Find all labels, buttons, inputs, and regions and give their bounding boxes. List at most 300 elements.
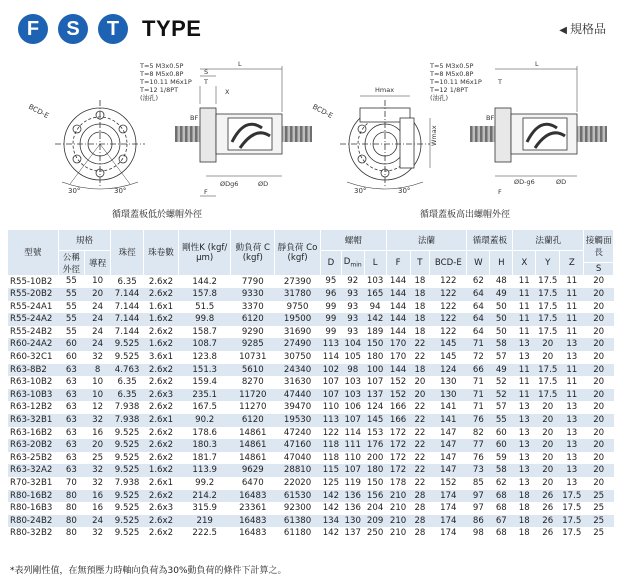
table-cell: 50 xyxy=(490,313,513,326)
table-cell: 122 xyxy=(440,276,457,287)
table-cell: 107 xyxy=(341,464,364,477)
model-cell: R63-20B2 xyxy=(8,439,58,452)
table-cell: 70 xyxy=(65,478,77,488)
table-cell: 64 xyxy=(467,313,490,326)
table-cell: 63 xyxy=(65,427,77,438)
badge-s: S xyxy=(58,14,88,44)
table-cell: 6470 xyxy=(241,478,264,488)
table-cell: 24 xyxy=(84,338,110,351)
table-cell: 80 xyxy=(58,490,84,503)
right-angle2: 30° xyxy=(398,187,411,195)
col-hole: 法蘭孔 xyxy=(513,230,584,251)
table-cell: 60 xyxy=(65,352,77,363)
table-cell: 63 xyxy=(58,439,84,452)
table-cell: 20 xyxy=(410,389,430,402)
svg-text:T=8 M5x0.8P: T=8 M5x0.8P xyxy=(140,70,184,78)
table-cell: 18 xyxy=(513,515,536,528)
table-cell: 144 xyxy=(386,364,410,377)
spec-products-link[interactable] xyxy=(559,20,606,37)
table-cell: 2.6x1 xyxy=(144,414,179,427)
table-row xyxy=(8,427,614,440)
col-seal: 接觸面長 xyxy=(584,230,614,263)
model-cell: R60-24A2 xyxy=(8,338,58,351)
table-cell: 24 xyxy=(84,313,110,326)
svg-text:T: T xyxy=(498,78,502,86)
table-cell: 210 xyxy=(389,503,407,514)
model-cell: R80-32B2 xyxy=(10,528,53,539)
table-cell: 9750 xyxy=(286,301,309,312)
table-cell: 3370 xyxy=(241,301,264,312)
table-cell: 55 xyxy=(65,301,77,312)
table-cell: 20 xyxy=(584,414,614,427)
table-cell: 2.6x2 xyxy=(144,490,179,503)
table-cell: 20 xyxy=(414,377,426,388)
table-cell: 4.763 xyxy=(111,364,144,377)
col-bcd: BCD-E xyxy=(430,251,467,276)
table-cell: 22 xyxy=(410,439,430,452)
table-cell: 178.6 xyxy=(192,427,217,438)
table-cell: 71 xyxy=(472,402,484,413)
table-cell: 64 xyxy=(472,301,484,312)
table-cell: 59 xyxy=(495,452,507,463)
table-cell: 7.938 xyxy=(114,402,140,413)
table-row xyxy=(8,401,614,414)
table-cell: 77 xyxy=(467,439,490,452)
table-cell: 63 xyxy=(58,414,84,427)
table-cell: 144.2 xyxy=(192,276,217,287)
table-cell: 80 xyxy=(65,503,77,514)
table-cell: 159.4 xyxy=(192,377,217,388)
table-cell: 165 xyxy=(364,288,386,301)
table-cell: 11 xyxy=(560,313,584,326)
table-cell: 152 xyxy=(440,478,457,488)
table-cell: 19500 xyxy=(275,313,321,326)
model-cell: R55-24B2 xyxy=(10,326,53,337)
table-cell: 158.7 xyxy=(192,326,217,337)
table-cell: 99 xyxy=(325,326,337,337)
table-cell: 17.5 xyxy=(536,313,560,326)
table-cell: 18 xyxy=(513,490,536,503)
table-cell: 2.6x2 xyxy=(148,402,174,413)
table-cell: 28 xyxy=(414,528,426,539)
table-cell: 92300 xyxy=(283,503,312,514)
table-cell: 22 xyxy=(410,414,430,427)
table-cell: 20 xyxy=(84,288,110,301)
table-cell: 124 xyxy=(366,402,384,413)
table-cell: 110 xyxy=(344,452,361,463)
table-cell: 134 xyxy=(321,515,342,528)
table-cell: 14861 xyxy=(239,427,267,438)
table-cell: 28810 xyxy=(275,464,321,477)
table-cell: 107 xyxy=(341,414,364,427)
table-cell: 176 xyxy=(364,439,386,452)
table-cell: 20 xyxy=(593,452,605,463)
table-cell: 9.525 xyxy=(114,452,140,463)
table-cell: 11 xyxy=(560,288,584,301)
table-cell: 17.5 xyxy=(536,389,560,402)
table-cell: 137 xyxy=(344,528,361,539)
right-hmax-label: Hmax xyxy=(375,86,395,94)
table-cell: 170 xyxy=(386,338,410,351)
table-cell: 172 xyxy=(389,427,407,438)
table-cell: 76 xyxy=(467,414,490,427)
table-cell: 11 xyxy=(513,364,536,377)
table-cell: 11 xyxy=(513,288,536,301)
table-cell: 20 xyxy=(542,452,554,463)
table-cell: 55 xyxy=(58,288,84,301)
table-cell: 63 xyxy=(65,377,77,388)
table-cell: 12 xyxy=(92,402,104,413)
table-cell: 22020 xyxy=(283,478,312,488)
table-cell: 64 xyxy=(467,288,490,301)
table-cell: 13 xyxy=(513,414,536,427)
table-cell: 144 xyxy=(389,276,407,287)
table-cell: 122 xyxy=(440,326,457,337)
table-cell: 60 xyxy=(490,439,513,452)
table-cell: 31690 xyxy=(283,326,312,337)
table-cell: 20 xyxy=(584,389,614,402)
table-cell: 9.525 xyxy=(111,515,144,528)
table-cell: 7.144 xyxy=(111,288,144,301)
col-y: Y xyxy=(536,251,560,276)
table-cell: 93 xyxy=(341,313,364,326)
table-row xyxy=(8,364,614,377)
table-cell: 98 xyxy=(472,528,484,539)
table-cell: 144 xyxy=(389,326,407,337)
triangle-left-icon: ◀ xyxy=(559,25,567,36)
svg-text:ØDg6: ØDg6 xyxy=(220,180,239,188)
table-cell: 2.6x2 xyxy=(148,377,174,388)
svg-text:L: L xyxy=(238,60,242,68)
table-cell: 68 xyxy=(490,490,513,503)
table-row xyxy=(8,275,614,288)
table-cell: 16 xyxy=(92,427,104,438)
left-front-view xyxy=(55,100,145,189)
table-cell: 106 xyxy=(344,402,361,413)
table-row xyxy=(8,502,614,515)
table-cell: 122 xyxy=(440,301,457,312)
col-flange: 法蘭 xyxy=(386,230,467,251)
table-cell: 13 xyxy=(513,439,536,452)
badge-f: F xyxy=(18,14,48,44)
table-row xyxy=(8,414,614,427)
table-cell: 142 xyxy=(322,528,340,539)
table-cell: 82 xyxy=(472,427,484,438)
badge-t: T xyxy=(98,14,128,44)
table-cell: 20 xyxy=(542,352,554,363)
table-cell: 2.6x2 xyxy=(144,364,179,377)
table-cell: 52 xyxy=(495,377,507,388)
table-cell: 20 xyxy=(584,338,614,351)
table-cell: 20 xyxy=(542,478,554,488)
table-cell: 20 xyxy=(593,326,605,337)
table-cell: 19530 xyxy=(275,414,321,427)
table-cell: 92 xyxy=(347,276,359,287)
col-x: X xyxy=(513,251,536,276)
left-pcd-label: BCD-E xyxy=(27,102,51,121)
table-cell: 144 xyxy=(389,301,407,312)
model-cell: R80-16B3 xyxy=(10,503,53,514)
table-cell: 17.5 xyxy=(538,377,558,388)
table-cell: 166 xyxy=(386,414,410,427)
table-cell: 9285 xyxy=(231,338,275,351)
footnote: *表列剛性值，在無預壓力時軸向負荷為30%動負荷的條件下計算之。 xyxy=(10,566,287,576)
table-cell: 1.6x2 xyxy=(144,464,179,477)
table-cell: 103 xyxy=(344,377,361,388)
table-cell: 18 xyxy=(414,276,426,287)
table-cell: 137 xyxy=(364,389,386,402)
table-cell: 55 xyxy=(490,414,513,427)
model-cell: R63-25B2 xyxy=(10,452,53,463)
table-cell: 2.6x3 xyxy=(144,389,179,402)
table-cell: 93 xyxy=(347,326,359,337)
table-cell: 145 xyxy=(440,352,457,363)
table-cell: 130 xyxy=(440,377,457,388)
table-cell: 47040 xyxy=(283,452,312,463)
svg-text:T=12 1/8PT: T=12 1/8PT xyxy=(140,86,179,94)
table-cell: 55 xyxy=(65,276,77,287)
table-cell: 11 xyxy=(566,377,578,388)
table-cell: 25 xyxy=(92,452,104,463)
table-cell: 125 xyxy=(322,478,340,488)
table-cell: 17.5 xyxy=(562,503,582,514)
table-row xyxy=(8,490,614,503)
table-cell: 11 xyxy=(518,276,530,287)
table-cell: 17.5 xyxy=(538,276,558,287)
table-cell: 51.5 xyxy=(195,301,215,312)
table-cell: 49 xyxy=(490,288,513,301)
table-cell: 2.6x2 xyxy=(148,452,174,463)
model-cell: R55-24A2 xyxy=(8,313,58,326)
table-cell: 108.7 xyxy=(178,338,230,351)
table-cell: 20 xyxy=(542,427,554,438)
table-cell: 26 xyxy=(542,503,554,514)
table-row xyxy=(8,452,614,465)
model-cell: R80-16B2 xyxy=(8,490,58,503)
col-dynamic-load: 動負荷 C (kgf) xyxy=(231,230,275,275)
table-cell: 150 xyxy=(366,478,384,488)
table-cell: 8270 xyxy=(241,377,264,388)
table-cell: 7.938 xyxy=(111,414,144,427)
table-cell: 7.938 xyxy=(114,478,140,488)
table-cell: 50 xyxy=(495,301,507,312)
table-cell: 13 xyxy=(560,338,584,351)
table-cell: 13 xyxy=(566,427,578,438)
table-cell: 99.2 xyxy=(195,478,215,488)
table-cell: 122 xyxy=(430,313,467,326)
table-cell: 130 xyxy=(430,389,467,402)
table-cell: 6120 xyxy=(231,313,275,326)
table-cell: 32 xyxy=(92,352,104,363)
left-spec-notes xyxy=(139,62,192,102)
table-cell: 22 xyxy=(414,478,426,488)
table-cell: 214.2 xyxy=(178,490,230,503)
table-cell: 47160 xyxy=(275,439,321,452)
table-cell: 94 xyxy=(369,301,381,312)
table-cell: 20 xyxy=(536,439,560,452)
table-cell: 119 xyxy=(344,478,361,488)
table-cell: 72 xyxy=(472,352,484,363)
model-cell: R63-10B3 xyxy=(8,389,58,402)
model-cell: R55-20B2 xyxy=(8,288,58,301)
col-od: 公稱外徑 xyxy=(58,251,84,276)
table-cell: 18 xyxy=(410,364,430,377)
table-cell: 95 xyxy=(325,276,337,287)
table-cell: 172 xyxy=(386,464,410,477)
table-row xyxy=(8,326,614,339)
table-cell: 20 xyxy=(593,276,605,287)
table-row xyxy=(8,527,614,540)
table-cell: 2.6x1 xyxy=(148,478,174,488)
table-cell: 80 xyxy=(58,515,84,528)
table-cell: 25 xyxy=(584,515,614,528)
table-cell: 73 xyxy=(467,464,490,477)
svg-text:(油孔): (油孔) xyxy=(140,94,159,102)
table-cell: 13 xyxy=(518,427,530,438)
col-spec: 規格 xyxy=(58,230,110,251)
table-cell: 9.525 xyxy=(111,338,144,351)
col-ball: 珠徑 xyxy=(111,230,144,275)
table-cell: 9.525 xyxy=(114,503,140,514)
svg-text:F: F xyxy=(498,188,502,196)
table-cell: 2.6x2 xyxy=(148,427,174,438)
table-body xyxy=(8,275,614,540)
table-cell: 13 xyxy=(513,464,536,477)
table-cell: 98 xyxy=(341,364,364,377)
table-cell: 18 xyxy=(518,528,530,539)
table-cell: 157.8 xyxy=(178,288,230,301)
table-cell: 13 xyxy=(518,478,530,488)
table-cell: 25 xyxy=(593,528,605,539)
table-cell: 60 xyxy=(58,338,84,351)
col-static-load: 靜負荷 Co (kgf) xyxy=(275,230,321,275)
table-cell: 22 xyxy=(410,464,430,477)
table-cell: 141 xyxy=(430,414,467,427)
table-cell: 93 xyxy=(347,301,359,312)
table-cell: 11 xyxy=(566,301,578,312)
table-cell: 219 xyxy=(178,515,230,528)
model-cell: R63-16B2 xyxy=(10,427,53,438)
svg-text:T=12 1/8PT: T=12 1/8PT xyxy=(430,86,469,94)
model-cell: R63-8B2 xyxy=(8,364,58,377)
table-cell: 27390 xyxy=(283,276,312,287)
table-cell: 7.144 xyxy=(114,326,140,337)
model-cell: R63-32B1 xyxy=(8,414,58,427)
table-cell: 122 xyxy=(322,427,340,438)
table-cell: 63 xyxy=(58,364,84,377)
table-cell: 6.35 xyxy=(117,276,137,287)
table-cell: 99 xyxy=(321,313,342,326)
table-cell: 63 xyxy=(65,402,77,413)
table-cell: 142 xyxy=(364,313,386,326)
table-cell: 47240 xyxy=(283,427,312,438)
right-front-view xyxy=(340,96,430,189)
table-cell: 99.8 xyxy=(178,313,230,326)
table-cell: 170 xyxy=(389,352,407,363)
table-cell: 235.1 xyxy=(178,389,230,402)
table-cell: 110 xyxy=(322,402,340,413)
model-cell: R63-10B2 xyxy=(10,377,53,388)
svg-text:T=5 M3x0.5P: T=5 M3x0.5P xyxy=(140,62,184,70)
table-cell: 20 xyxy=(584,364,614,377)
table-cell: 114 xyxy=(322,352,340,363)
spec-products-label: 規格品 xyxy=(569,22,606,36)
table-cell: 20 xyxy=(584,313,614,326)
table-cell: 24 xyxy=(92,326,104,337)
table-cell: 204 xyxy=(366,503,384,514)
table-cell: 152 xyxy=(389,377,407,388)
table-cell: 11 xyxy=(513,389,536,402)
table-cell: 11 xyxy=(566,276,578,287)
table-cell: 11720 xyxy=(231,389,275,402)
table-cell: 2.6x2 xyxy=(144,288,179,301)
table-cell: 200 xyxy=(366,452,384,463)
col-l: L xyxy=(364,251,386,276)
col-t: T xyxy=(410,251,430,276)
table-cell: 145 xyxy=(364,414,386,427)
table-cell: 250 xyxy=(366,528,384,539)
table-cell: 20 xyxy=(584,439,614,452)
table-cell: 32 xyxy=(84,414,110,427)
svg-text:L: L xyxy=(535,60,539,68)
table-cell: 85 xyxy=(472,478,484,488)
table-cell: 24340 xyxy=(275,364,321,377)
table-cell: 68 xyxy=(495,503,507,514)
table-cell: 147 xyxy=(430,439,467,452)
table-cell: 174 xyxy=(440,528,457,539)
table-cell: 47440 xyxy=(275,389,321,402)
svg-text:T=8 M5x0.8P: T=8 M5x0.8P xyxy=(430,70,474,78)
table-cell: 136 xyxy=(341,490,364,503)
table-cell: 20 xyxy=(593,377,605,388)
table-cell: 9.525 xyxy=(111,490,144,503)
table-cell: 17.5 xyxy=(560,490,584,503)
table-cell: 13 xyxy=(560,464,584,477)
table-row xyxy=(8,389,614,402)
table-cell: 14861 xyxy=(231,439,275,452)
table-cell: 2.6x3 xyxy=(148,503,174,514)
table-cell: 17.5 xyxy=(560,515,584,528)
svg-text:T=10.11 M6x1P: T=10.11 M6x1P xyxy=(140,78,192,86)
table-cell: 174 xyxy=(440,503,457,514)
table-cell: 9.525 xyxy=(114,427,140,438)
table-row xyxy=(8,288,614,301)
table-cell: 11 xyxy=(560,389,584,402)
table-cell: 9.525 xyxy=(111,439,144,452)
table-cell: 13 xyxy=(560,414,584,427)
table-cell: 16483 xyxy=(239,528,267,539)
table-cell: 9.525 xyxy=(114,352,140,363)
table-cell: 20 xyxy=(593,427,605,438)
table-cell: 9629 xyxy=(231,464,275,477)
table-cell: 144 xyxy=(386,288,410,301)
table-cell: 63 xyxy=(65,452,77,463)
table-cell: 17.5 xyxy=(538,301,558,312)
table-row xyxy=(8,338,614,351)
table-cell: 66 xyxy=(467,364,490,377)
table-cell: 22 xyxy=(414,402,426,413)
model-cell: R55-24A1 xyxy=(10,301,53,312)
table-cell: 172 xyxy=(386,439,410,452)
col-h: H xyxy=(490,251,513,276)
table-cell: 25 xyxy=(593,503,605,514)
table-cell: 20 xyxy=(593,478,605,488)
table-cell: 80 xyxy=(65,528,77,539)
table-cell: 20 xyxy=(584,288,614,301)
table-cell: 144 xyxy=(386,313,410,326)
table-cell: 166 xyxy=(389,402,407,413)
table-cell: 5610 xyxy=(231,364,275,377)
